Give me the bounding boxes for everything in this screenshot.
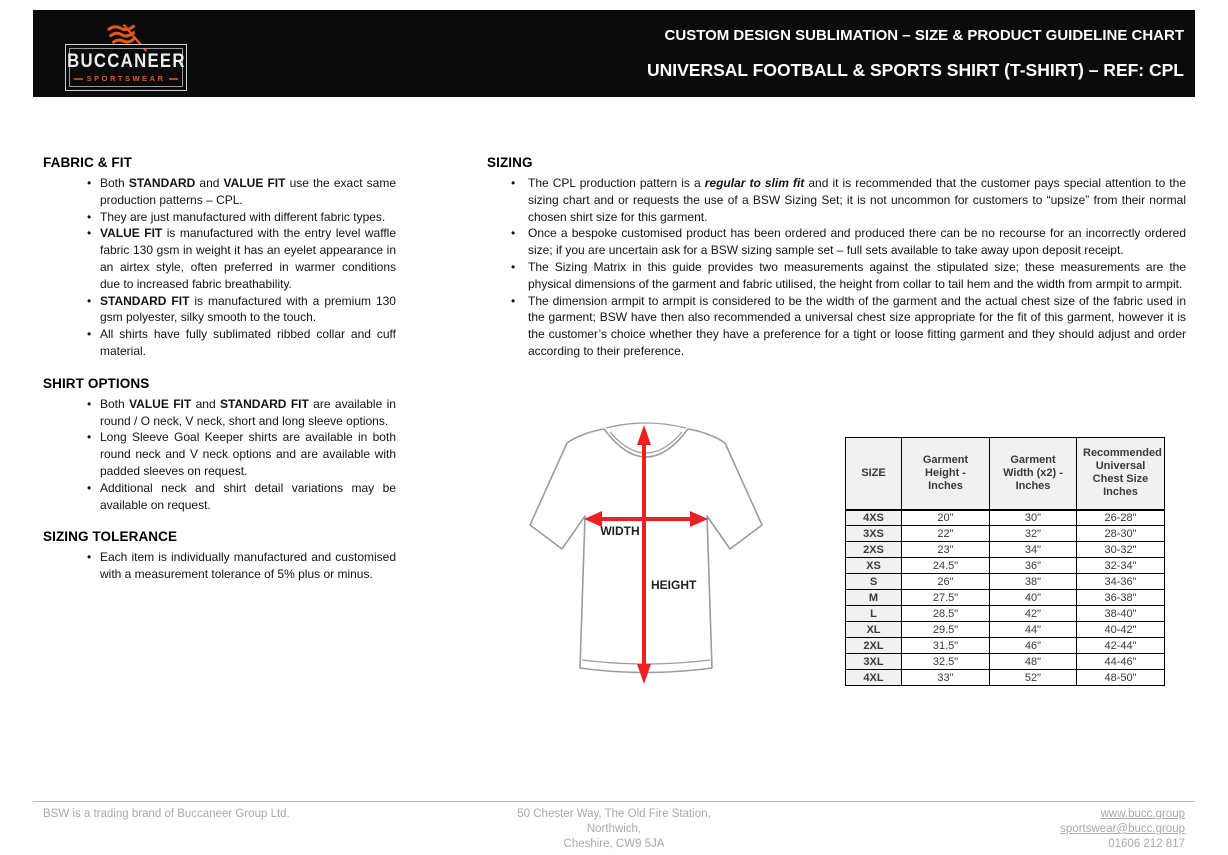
document-title: UNIVERSAL FOOTBALL & SPORTS SHIRT (T-SHIRT) – REF: CPL [646,60,1184,80]
measurement-cell: 29.5" [902,622,990,638]
measurement-cell: 20" [902,510,990,526]
website-link[interactable]: www.bucc.group [1100,808,1185,820]
tshirt-measurement-diagram [521,412,813,704]
bullet-item: • Long Sleeve Goal Keeper shirts are available in both round neck and V neck options and are available with padded sleeves on request. [43,429,396,479]
measurement-cell: 32" [990,526,1077,542]
sizing-bullets [487,175,1186,360]
col-header-size: SIZE [846,438,902,510]
col-header-width: Garment Width (x2) - Inches [990,438,1077,510]
size-table-row [846,622,1165,638]
measurement-cell: 34" [990,542,1077,558]
shirt-options-heading: SHIRT OPTIONS [43,375,150,391]
section-shirt-options [43,376,396,514]
fabric-fit-heading: FABRIC & FIT [43,155,132,170]
size-table-row [846,670,1165,686]
fabric-fit-bullets [43,175,396,360]
size-table-row [846,638,1165,654]
logo-brand-text: BUCCANEER [66,51,186,72]
measurement-cell: 36" [990,558,1077,574]
width-label: WIDTH [600,524,640,538]
bullet-item: • Both STANDARD and VALUE FIT use the exact same production patterns – CPL. [43,175,396,209]
section-sizing [487,155,1186,360]
size-table-row [846,510,1165,526]
header-titles [647,10,1184,81]
measurement-cell: 36-38" [1077,590,1165,606]
section-sizing-tolerance [43,529,396,583]
size-cell: XL [846,622,902,638]
size-table [845,437,1165,686]
size-cell: S [846,574,902,590]
tshirt-outline-icon [521,412,813,704]
bullet-item: • Both VALUE FIT and STANDARD FIT are available in round / O neck, V neck, short and long sleeve options. [43,396,396,430]
document-subtitle: CUSTOM DESIGN SUBLIMATION – SIZE & PRODUCT GUIDELINE CHART [664,27,1184,44]
footer-trading-statement: BSW is a trading brand of Buccaneer Group Ltd. [43,808,290,820]
bullet-item: • Each item is individually manufactured and customised with a measurement tolerance of 5% plus or minus. [43,549,396,583]
bullet-item: • The Sizing Matrix in this guide provides two measurements against the stipulated size; these measurements are the physical dimensions of the garment and fabric utilised, the height from collar to tail hem and the width from armpit to armpit. [487,259,1186,293]
size-table-header-row [846,438,1165,510]
size-cell: XS [846,558,902,574]
email-link[interactable]: sportswear@bucc.group [1060,822,1185,835]
measurement-cell: 23" [902,542,990,558]
logo-frame [65,44,187,91]
shirt-options-bullets [43,396,396,514]
measurement-cell: 42-44" [1077,638,1165,654]
size-cell: 4XS [846,510,902,526]
bullet-item: • They are just manufactured with different fabric types. [43,209,396,226]
measurement-cell: 34-36" [1077,574,1165,590]
measurement-cell: 32-34" [1077,558,1165,574]
measurement-cell: 24.5" [902,558,990,574]
measurement-cell: 52" [990,670,1077,686]
size-table-row [846,654,1165,670]
footer [33,801,1195,853]
measurement-cell: 44" [990,622,1077,638]
height-label: HEIGHT [651,578,697,592]
sizing-tolerance-heading: SIZING TOLERANCE [43,529,178,545]
measurement-cell: 40-42" [1077,622,1165,638]
sizing-tolerance-bullets [43,549,396,583]
left-column [43,155,396,583]
measurement-cell: 40" [990,590,1077,606]
measurement-cell: 26" [902,574,990,590]
size-table-row [846,606,1165,622]
measurement-cell: 42" [990,606,1077,622]
measurement-cell: 46" [990,638,1077,654]
measurement-cell: 26-28" [1077,510,1165,526]
measurement-cell: 27.5" [902,590,990,606]
bullet-item: • The CPL production pattern is a regular to slim fit and it is recommended that the customer pays special attention to the sizing chart and or requests the use of a BSW Sizing Set; it is not uncommon for customers to “upsize” from their normal chosen shirt size for this garment. [487,175,1186,225]
size-cell: 2XS [846,542,902,558]
bullet-item: • VALUE FIT is manufactured with the entry level waffle fabric 130 gsm in weight it has an eyelet appearance in an airtex style, often preferred in warmer conditions due to increased fabric breathability. [43,225,396,292]
bullet-item: • Once a bespoke customised product has been ordered and produced there can be no recourse for an incorrectly ordered size; if you are uncertain ask for a BSW sizing sample set – full sets available to take away upon deposit receipt. [487,225,1186,259]
measurement-cell: 33" [902,670,990,686]
measurement-cell: 22" [902,526,990,542]
size-table-row [846,558,1165,574]
measurement-cell: 44-46" [1077,654,1165,670]
bullet-item: • All shirts have fully sublimated ribbed collar and cuff material. [43,326,396,360]
brand-logo [48,14,208,94]
right-column [487,155,1186,360]
size-table-row [846,526,1165,542]
size-table-row [846,574,1165,590]
measurement-cell: 48-50" [1077,670,1165,686]
measurement-cell: 48" [990,654,1077,670]
measurement-cell: 31.5" [902,638,990,654]
size-cell: 3XL [846,654,902,670]
size-chart [845,437,1164,686]
size-cell: 3XS [846,526,902,542]
address-line: Northwich, [586,822,642,835]
logo-sub-text: SPORTSWEAR [74,74,179,83]
col-header-height: Garment Height - Inches [902,438,990,510]
address-line: Cheshire, CW9 5JA [563,837,665,850]
measurement-cell: 30" [990,510,1077,526]
phone-number: 01606 212 817 [1108,837,1185,850]
measurement-cell: 32.5" [902,654,990,670]
size-cell: M [846,590,902,606]
section-fabric-fit [43,155,396,360]
sizing-heading: SIZING [487,155,533,170]
size-cell: 2XL [846,638,902,654]
bullet-item: • Additional neck and shirt detail variations may be available on request. [43,480,396,514]
footer-address [33,807,1195,851]
size-cell: 4XL [846,670,902,686]
size-cell: L [846,606,902,622]
bullet-item: • STANDARD FIT is manufactured with a premium 130 gsm polyester, silky smooth to the touch. [43,293,396,327]
size-table-row [846,590,1165,606]
address-line: 50 Chester Way, The Old Fire Station, [517,808,711,820]
bullet-item: • The dimension armpit to armpit is considered to be the width of the garment and the actual chest size of the fabric used in the garment; BSW have then also recommended a universal chest size appropriate for the fit of this garment, however it is the customer’s choice whether they have a preference for a tight or loose fitting garment and they should adjust and order according to their preference. [487,293,1186,360]
measurement-cell: 28-30" [1077,526,1165,542]
measurement-cell: 38-40" [1077,606,1165,622]
measurement-cell: 30-32" [1077,542,1165,558]
size-table-row [846,542,1165,558]
footer-contact [1060,807,1185,851]
header-bar [33,10,1195,97]
measurement-cell: 28.5" [902,606,990,622]
measurement-cell: 38" [990,574,1077,590]
col-header-chest: Recommended Universal Chest Size Inches [1077,438,1165,510]
